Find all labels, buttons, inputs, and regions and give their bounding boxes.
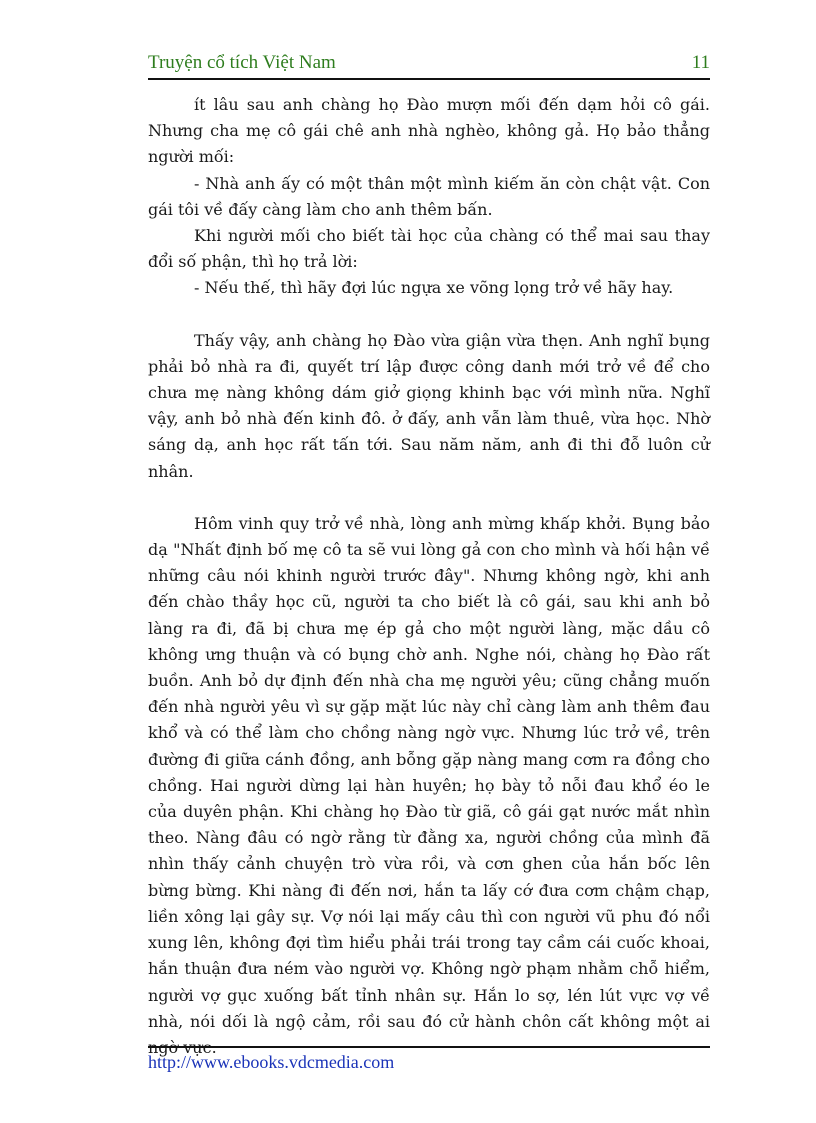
paragraph-6: Hôm vinh quy trở về nhà, lòng anh mừng khấp khởi. Bụng bảo dạ "Nhất định bố mẹ cô ta sẽ vui lòng gả con cho mình và hối hận về những câu nói khinh người trước đây". Nhưng không ngờ, khi anh đến chào thầy học cũ, người ta cho biết là cô gái, sau khi anh bỏ làng ra đi, đã bị chưa mẹ ép gả cho một người làng, mặc dầu cô không ưng thuận và có bụng chờ anh. Nghe nói, chàng họ Đào rất buồn. Anh bỏ dự định đến nhà cha mẹ người yêu; cũng chẳng muốn đến nhà người yêu vì sự gặp mặt lúc này chỉ càng làm anh thêm đau khổ và có thể làm cho chồng nàng ngờ vực. Nhưng lúc trở về, trên đường đi giữa cánh đồng, anh bỗng gặp nàng mang cơm ra đồng cho chồng. Hai người dừng lại hàn huyên; họ bày tỏ nỗi đau khổ éo le của duyên phận. Khi chàng họ Đào từ giã, cô gái gạt nước mắt nhìn theo. Nàng đâu có ngờ rằng từ đằng xa, người chồng của mình đã nhìn thấy cảnh chuyện trò vừa rồi, và cơn ghen của hắn bốc lên bừng bừng. Khi nàng đi đến nơi, hắn ta lấy cớ đưa cơm chậm chạp, liền xông lại gây sự. Vợ nói lại mấy câu thì con người vũ phu đó nổi xung lên, không đợi tìm hiểu phải trái trong tay cầm cái cuốc khoai, hắn thuận đưa ném vào người vợ. Không ngờ phạm nhằm chỗ hiểm, người vợ gục xuống bất tỉnh nhân sự. Hắn lo sợ, lén lút vực vợ về nhà, nói dối là ngộ cảm, rồi sau đó cử hành chôn cất không một ai ngờ vực. (148, 513, 710, 1057)
paragraph-5: Thấy vậy, anh chàng họ Đào vừa giận vừa thẹn. Anh nghĩ bụng phải bỏ nhà ra đi, quyết trí lập được công danh mới trở về để cho chưa mẹ nàng không dám giở giọng khinh bạc với mình nữa. Nghĩ vậy, anh bỏ nhà đến kinh đô. ở đấy, anh vẫn làm thuê, vừa học. Nhờ sáng dạ, anh học rất tấn tới. Sau năm năm, anh đi thi đỗ luôn cử nhân. (148, 330, 710, 481)
footer-link[interactable]: http://www.ebooks.vdcmedia.com (148, 1052, 395, 1072)
paragraph-2: - Nhà anh ấy có một thân một mình kiếm ăn còn chật vật. Con gái tôi về đấy càng làm cho anh thêm bấn. (148, 173, 710, 219)
page-header (148, 50, 710, 80)
paragraph-4: - Nếu thế, thì hãy đợi lúc ngựa xe võng lọng trở về hãy hay. (194, 278, 674, 298)
header-title: Truyện cổ tích Việt Nam (148, 52, 336, 73)
page-footer (148, 1046, 710, 1073)
page-number: 11 (691, 52, 710, 73)
body-text (148, 92, 710, 1061)
paragraph-1: ít lâu sau anh chàng họ Đào mượn mối đến dạm hỏi cô gái. Nhưng cha mẹ cô gái chê anh nhà nghèo, không gả. Họ bảo thẳng người mối: (148, 95, 710, 167)
paragraph-3: Khi người mối cho biết tài học của chàng có thể mai sau thay đổi số phận, thì họ trả lời: (148, 226, 710, 272)
